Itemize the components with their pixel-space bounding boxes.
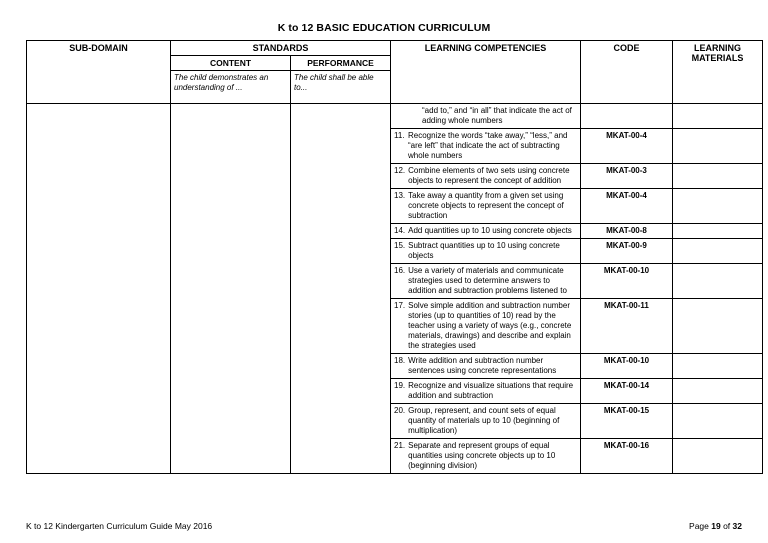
code-cell: MKAT-00-3	[581, 164, 673, 189]
subdomain-cell	[27, 104, 171, 474]
header-learning-materials-line1: LEARNING	[694, 43, 741, 53]
competency-number	[394, 106, 405, 126]
competency-cell	[391, 264, 581, 299]
footer-left-text: K to 12 Kindergarten Curriculum Guide May 2016	[26, 521, 213, 531]
competency-number: 19.	[394, 381, 406, 390]
competency-text: Solve simple addition and subtraction number stories (up to quantities of 10) read by the teacher using a variety of ways (e.g., concrete materials, drawings) and describe and explain the strategies used	[408, 301, 572, 350]
competency-number: 14.	[394, 226, 406, 235]
competency-text: Subtract quantities up to 10 using concrete objects	[408, 241, 560, 260]
code-cell: MKAT-00-4	[581, 129, 673, 164]
learning-materials-cell	[673, 164, 763, 189]
competency-number: 20.	[394, 406, 406, 415]
footer-page-total: 32	[732, 521, 742, 531]
competency-cell	[391, 354, 581, 379]
footer-page-number	[689, 521, 742, 531]
learning-materials-cell	[673, 189, 763, 224]
code-cell: MKAT-00-10	[581, 264, 673, 299]
table-row	[27, 104, 763, 129]
competency-cell	[391, 164, 581, 189]
header-standards: STANDARDS	[171, 41, 391, 56]
code-cell: MKAT-00-8	[581, 224, 673, 239]
competency-cell	[391, 239, 581, 264]
competency-text: Group, represent, and count sets of equal quantity of materials up to 10 (beginning of multiplication)	[408, 406, 560, 435]
competency-text: Recognize the words “take away,” “less,” and “are left” that indicate the act of subtracting whole numbers	[408, 131, 568, 160]
code-cell: MKAT-00-11	[581, 299, 673, 354]
page-title: K to 12 BASIC EDUCATION CURRICULUM	[277, 22, 491, 34]
code-cell	[581, 104, 673, 129]
curriculum-table	[26, 40, 763, 474]
header-learning-materials-line2: MATERIALS	[691, 53, 744, 64]
code-cell: MKAT-00-16	[581, 439, 673, 474]
competency-text: Recognize and visualize situations that require addition and subtraction	[408, 381, 574, 400]
competency-text: Use a variety of materials and communicate strategies used to determine answers to addition and subtraction problems listened to	[408, 266, 567, 295]
learning-materials-cell	[673, 354, 763, 379]
header-code: CODE	[581, 41, 673, 104]
code-cell: MKAT-00-4	[581, 189, 673, 224]
learning-materials-cell	[673, 299, 763, 354]
learning-materials-cell	[673, 224, 763, 239]
performance-standard-cell	[291, 104, 391, 474]
header-learning-materials	[673, 41, 763, 104]
learning-materials-cell	[673, 439, 763, 474]
competency-cell	[391, 439, 581, 474]
learning-materials-cell	[673, 104, 763, 129]
competency-number: 12.	[394, 166, 406, 175]
footer-page-middle: of	[720, 521, 733, 531]
competency-number: 17.	[394, 301, 406, 310]
footer-page-current: 19	[711, 521, 721, 531]
header-subdomain: SUB-DOMAIN	[27, 41, 171, 104]
competency-number: 13.	[394, 191, 406, 200]
competency-number: 16.	[394, 266, 406, 275]
competency-cell	[391, 404, 581, 439]
header-performance-description: The child shall be able to...	[291, 71, 391, 104]
competency-cell	[391, 104, 581, 129]
competency-number: 11.	[394, 131, 405, 140]
competency-text: Combine elements of two sets using concrete objects to represent the concept of addition	[408, 166, 570, 185]
learning-materials-cell	[673, 379, 763, 404]
header-performance: PERFORMANCE	[291, 56, 391, 71]
table-header-row-1	[27, 41, 763, 56]
learning-materials-cell	[673, 239, 763, 264]
competency-text: “add to,” and “in all” that indicate the act of adding whole numbers	[422, 106, 572, 125]
page-footer	[26, 521, 742, 531]
code-cell: MKAT-00-9	[581, 239, 673, 264]
competency-text: Take away a quantity from a given set using concrete objects to represent the concept of subtraction	[408, 191, 564, 220]
competency-cell	[391, 129, 581, 164]
code-cell: MKAT-00-10	[581, 354, 673, 379]
competency-cell	[391, 224, 581, 239]
competency-number: 18.	[394, 356, 406, 365]
content-standard-cell	[171, 104, 291, 474]
competency-cell	[391, 189, 581, 224]
competency-text: Write addition and subtraction number sentences using concrete representations	[408, 356, 557, 375]
code-cell: MKAT-00-14	[581, 379, 673, 404]
header-content-description: The child demonstrates an understanding of ...	[171, 71, 291, 104]
learning-materials-cell	[673, 264, 763, 299]
learning-materials-cell	[673, 129, 763, 164]
competency-number: 21.	[394, 441, 406, 450]
learning-materials-cell	[673, 404, 763, 439]
competency-text: Separate and represent groups of equal quantities using concrete objects up to 10 (beginning division)	[408, 441, 556, 470]
competency-cell	[391, 299, 581, 354]
competency-cell	[391, 379, 581, 404]
competency-number: 15.	[394, 241, 406, 250]
header-learning-competencies: LEARNING COMPETENCIES	[391, 41, 581, 104]
code-cell: MKAT-00-15	[581, 404, 673, 439]
competency-text: Add quantities up to 10 using concrete objects	[408, 226, 572, 235]
footer-page-prefix: Page	[689, 521, 712, 531]
header-content: CONTENT	[171, 56, 291, 71]
